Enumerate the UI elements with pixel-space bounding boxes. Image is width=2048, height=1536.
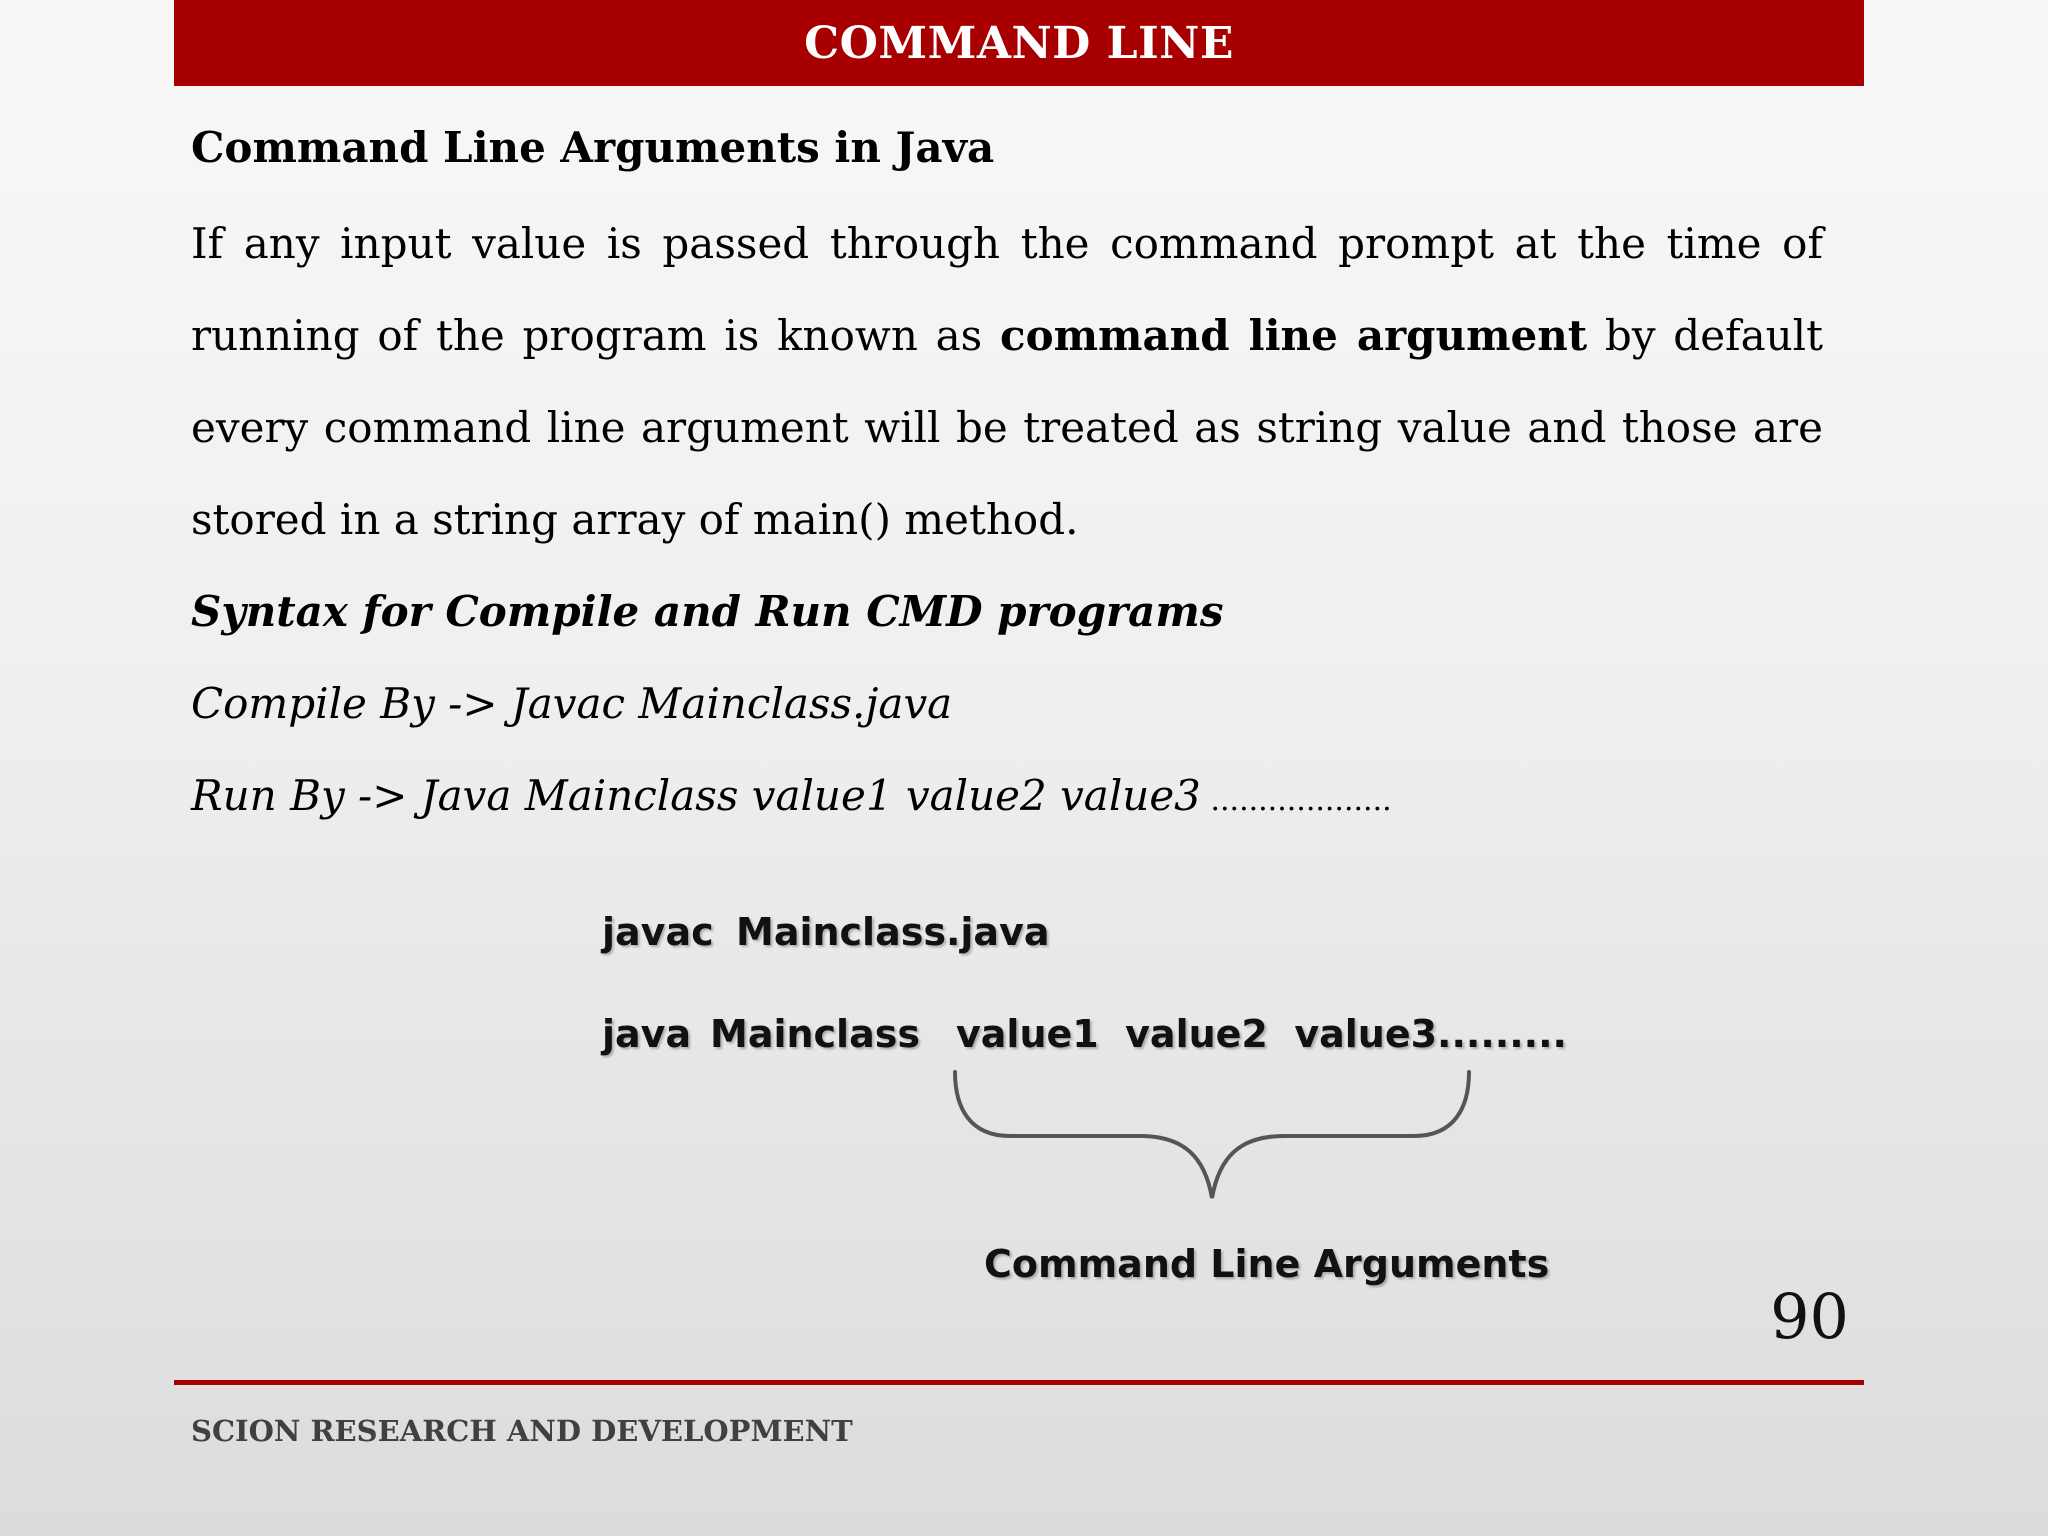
title-bar: [174, 0, 1864, 86]
diagram-run-class: Mainclass: [710, 1012, 920, 1056]
paragraph-bold-term: command line argument: [1000, 311, 1588, 360]
diagram-brace-label: Command Line Arguments: [984, 1242, 1550, 1286]
diagram-run-cmd: java: [602, 1012, 692, 1056]
compile-line: Compile By -> Javac Mainclass.java: [191, 679, 953, 728]
slide-title: COMMAND LINE: [804, 17, 1234, 69]
diagram-compile-cmd: javac: [602, 910, 714, 954]
diagram-compile-file: Mainclass.java: [736, 910, 1050, 954]
paragraph-text-1: If any input value is passed through the command prompt at the time of running of the program is known as: [191, 219, 1823, 360]
section-heading: Command Line Arguments in Java: [191, 123, 995, 172]
run-line-dots: ...................: [1200, 783, 1392, 818]
diagram-run-values: value1 value2 value3.........: [956, 1012, 1567, 1056]
run-line: [191, 750, 1823, 842]
footer-divider: [174, 1380, 1864, 1385]
syntax-heading: Syntax for Compile and Run CMD programs: [191, 587, 1224, 636]
command-diagram: [590, 900, 1567, 1310]
curly-brace-icon: [950, 1068, 1480, 1208]
footer-text: SCION RESEARCH AND DEVELOPMENT: [191, 1414, 853, 1448]
page-number: 90: [1770, 1280, 1849, 1353]
paragraph-text-2: by default every command line argument will be treated as string value and those are stored in a string array of main() method.: [191, 311, 1823, 544]
description-paragraph: [191, 198, 1823, 566]
run-line-text: Run By -> Java Mainclass value1 value2 value3: [191, 771, 1201, 820]
slide-content: [191, 112, 1823, 842]
